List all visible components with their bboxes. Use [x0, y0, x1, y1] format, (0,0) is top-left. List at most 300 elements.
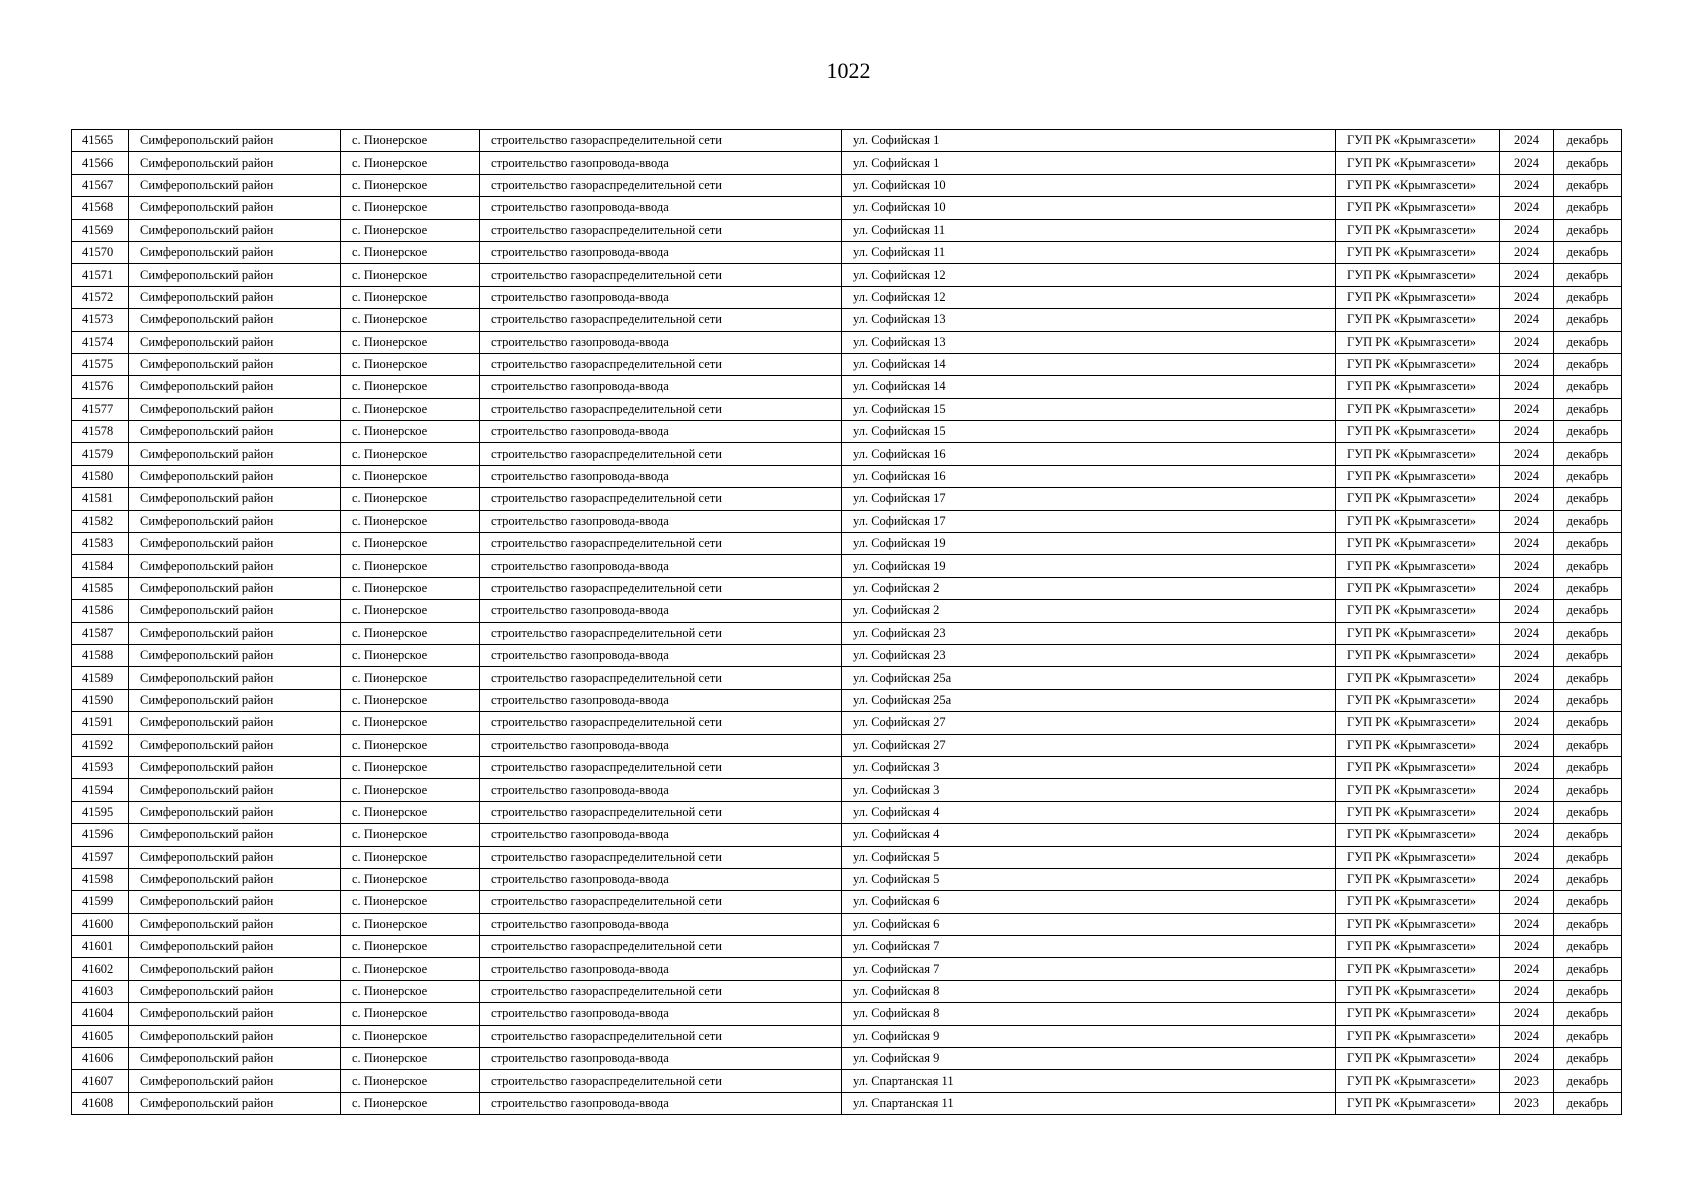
month-cell: декабрь: [1554, 130, 1622, 152]
work-type-cell: строительство газораспределительной сети: [480, 533, 842, 555]
work-type-cell: строительство газопровода-ввода: [480, 465, 842, 487]
organization-cell: ГУП РК «Крымгазсети»: [1336, 1003, 1500, 1025]
work-type-cell: строительство газопровода-ввода: [480, 600, 842, 622]
organization-cell: ГУП РК «Крымгазсети»: [1336, 824, 1500, 846]
organization-cell: ГУП РК «Крымгазсети»: [1336, 555, 1500, 577]
district-cell: Симферопольский район: [129, 958, 341, 980]
row-number-cell: 41588: [72, 644, 129, 666]
district-cell: Симферопольский район: [129, 219, 341, 241]
year-cell: 2024: [1500, 577, 1554, 599]
address-cell: ул. Софийская 2: [842, 600, 1336, 622]
month-cell: декабрь: [1554, 980, 1622, 1002]
address-cell: ул. Софийская 19: [842, 533, 1336, 555]
address-cell: ул. Софийская 12: [842, 264, 1336, 286]
month-cell: декабрь: [1554, 1003, 1622, 1025]
table-row: [72, 533, 1622, 555]
village-cell: с. Пионерское: [341, 264, 480, 286]
year-cell: 2024: [1500, 622, 1554, 644]
table-row: [72, 824, 1622, 846]
village-cell: с. Пионерское: [341, 398, 480, 420]
table-row: [72, 891, 1622, 913]
work-type-cell: строительство газораспределительной сети: [480, 756, 842, 778]
row-number-cell: 41594: [72, 779, 129, 801]
village-cell: с. Пионерское: [341, 174, 480, 196]
address-cell: ул. Софийская 2: [842, 577, 1336, 599]
address-cell: ул. Софийская 15: [842, 421, 1336, 443]
table-row: [72, 264, 1622, 286]
table-row: [72, 958, 1622, 980]
table-row: [72, 353, 1622, 375]
organization-cell: ГУП РК «Крымгазсети»: [1336, 197, 1500, 219]
village-cell: с. Пионерское: [341, 756, 480, 778]
year-cell: 2023: [1500, 1092, 1554, 1114]
address-cell: ул. Софийская 5: [842, 868, 1336, 890]
table-row: [72, 219, 1622, 241]
table-row: [72, 1092, 1622, 1114]
year-cell: 2023: [1500, 1070, 1554, 1092]
month-cell: декабрь: [1554, 779, 1622, 801]
month-cell: декабрь: [1554, 174, 1622, 196]
row-number-cell: 41574: [72, 331, 129, 353]
row-number-cell: 41586: [72, 600, 129, 622]
work-type-cell: строительство газораспределительной сети: [480, 622, 842, 644]
district-cell: Симферопольский район: [129, 577, 341, 599]
year-cell: 2024: [1500, 465, 1554, 487]
address-cell: ул. Софийская 9: [842, 1048, 1336, 1070]
address-cell: ул. Софийская 4: [842, 824, 1336, 846]
row-number-cell: 41578: [72, 421, 129, 443]
district-cell: Симферопольский район: [129, 197, 341, 219]
work-type-cell: строительство газопровода-ввода: [480, 868, 842, 890]
month-cell: декабрь: [1554, 376, 1622, 398]
address-cell: ул. Софийская 1: [842, 152, 1336, 174]
month-cell: декабрь: [1554, 197, 1622, 219]
district-cell: Симферопольский район: [129, 1070, 341, 1092]
village-cell: с. Пионерское: [341, 846, 480, 868]
row-number-cell: 41577: [72, 398, 129, 420]
district-cell: Симферопольский район: [129, 1025, 341, 1047]
month-cell: декабрь: [1554, 152, 1622, 174]
row-number-cell: 41587: [72, 622, 129, 644]
district-cell: Симферопольский район: [129, 174, 341, 196]
village-cell: с. Пионерское: [341, 1070, 480, 1092]
work-type-cell: строительство газопровода-ввода: [480, 779, 842, 801]
table-row: [72, 1070, 1622, 1092]
row-number-cell: 41602: [72, 958, 129, 980]
row-number-cell: 41565: [72, 130, 129, 152]
organization-cell: ГУП РК «Крымгазсети»: [1336, 376, 1500, 398]
village-cell: с. Пионерское: [341, 667, 480, 689]
table-row: [72, 197, 1622, 219]
address-cell: ул. Спартанская 11: [842, 1070, 1336, 1092]
district-cell: Симферопольский район: [129, 331, 341, 353]
month-cell: декабрь: [1554, 824, 1622, 846]
organization-cell: ГУП РК «Крымгазсети»: [1336, 801, 1500, 823]
address-cell: ул. Софийская 14: [842, 353, 1336, 375]
organization-cell: ГУП РК «Крымгазсети»: [1336, 1070, 1500, 1092]
month-cell: декабрь: [1554, 1048, 1622, 1070]
work-type-cell: строительство газораспределительной сети: [480, 577, 842, 599]
village-cell: с. Пионерское: [341, 936, 480, 958]
row-number-cell: 41569: [72, 219, 129, 241]
village-cell: с. Пионерское: [341, 443, 480, 465]
village-cell: с. Пионерское: [341, 734, 480, 756]
year-cell: 2024: [1500, 353, 1554, 375]
year-cell: 2024: [1500, 913, 1554, 935]
table-row: [72, 622, 1622, 644]
row-number-cell: 41582: [72, 510, 129, 532]
month-cell: декабрь: [1554, 1070, 1622, 1092]
district-cell: Симферопольский район: [129, 644, 341, 666]
address-cell: ул. Софийская 23: [842, 622, 1336, 644]
district-cell: Симферопольский район: [129, 488, 341, 510]
table-row: [72, 779, 1622, 801]
organization-cell: ГУП РК «Крымгазсети»: [1336, 309, 1500, 331]
district-cell: Симферопольский район: [129, 1092, 341, 1114]
district-cell: Симферопольский район: [129, 1003, 341, 1025]
year-cell: 2024: [1500, 443, 1554, 465]
row-number-cell: 41595: [72, 801, 129, 823]
work-type-cell: строительство газораспределительной сети: [480, 488, 842, 510]
row-number-cell: 41589: [72, 667, 129, 689]
month-cell: декабрь: [1554, 913, 1622, 935]
organization-cell: ГУП РК «Крымгазсети»: [1336, 958, 1500, 980]
table-row: [72, 1048, 1622, 1070]
work-type-cell: строительство газопровода-ввода: [480, 421, 842, 443]
month-cell: декабрь: [1554, 868, 1622, 890]
address-cell: ул. Софийская 16: [842, 443, 1336, 465]
address-cell: ул. Софийская 9: [842, 1025, 1336, 1047]
year-cell: 2024: [1500, 1003, 1554, 1025]
address-cell: ул. Софийская 11: [842, 241, 1336, 263]
district-cell: Симферопольский район: [129, 936, 341, 958]
table-row: [72, 465, 1622, 487]
month-cell: декабрь: [1554, 331, 1622, 353]
year-cell: 2024: [1500, 667, 1554, 689]
row-number-cell: 41605: [72, 1025, 129, 1047]
row-number-cell: 41576: [72, 376, 129, 398]
address-cell: ул. Софийская 15: [842, 398, 1336, 420]
village-cell: с. Пионерское: [341, 421, 480, 443]
village-cell: с. Пионерское: [341, 980, 480, 1002]
table-row: [72, 734, 1622, 756]
year-cell: 2024: [1500, 689, 1554, 711]
row-number-cell: 41604: [72, 1003, 129, 1025]
year-cell: 2024: [1500, 958, 1554, 980]
row-number-cell: 41570: [72, 241, 129, 263]
village-cell: с. Пионерское: [341, 1048, 480, 1070]
village-cell: с. Пионерское: [341, 644, 480, 666]
year-cell: 2024: [1500, 286, 1554, 308]
row-number-cell: 41600: [72, 913, 129, 935]
month-cell: декабрь: [1554, 756, 1622, 778]
table-row: [72, 421, 1622, 443]
organization-cell: ГУП РК «Крымгазсети»: [1336, 533, 1500, 555]
village-cell: с. Пионерское: [341, 510, 480, 532]
district-cell: Симферопольский район: [129, 1048, 341, 1070]
address-cell: ул. Софийская 3: [842, 756, 1336, 778]
organization-cell: ГУП РК «Крымгазсети»: [1336, 488, 1500, 510]
district-cell: Симферопольский район: [129, 421, 341, 443]
village-cell: с. Пионерское: [341, 376, 480, 398]
village-cell: с. Пионерское: [341, 891, 480, 913]
month-cell: декабрь: [1554, 846, 1622, 868]
work-type-cell: строительство газораспределительной сети: [480, 174, 842, 196]
month-cell: декабрь: [1554, 891, 1622, 913]
year-cell: 2024: [1500, 1025, 1554, 1047]
year-cell: 2024: [1500, 510, 1554, 532]
work-type-cell: строительство газопровода-ввода: [480, 958, 842, 980]
district-cell: Симферопольский район: [129, 801, 341, 823]
table-row: [72, 398, 1622, 420]
organization-cell: ГУП РК «Крымгазсети»: [1336, 1025, 1500, 1047]
month-cell: декабрь: [1554, 577, 1622, 599]
district-cell: Симферопольский район: [129, 376, 341, 398]
district-cell: Симферопольский район: [129, 443, 341, 465]
organization-cell: ГУП РК «Крымгазсети»: [1336, 980, 1500, 1002]
village-cell: с. Пионерское: [341, 465, 480, 487]
row-number-cell: 41585: [72, 577, 129, 599]
address-cell: ул. Софийская 25а: [842, 689, 1336, 711]
village-cell: с. Пионерское: [341, 824, 480, 846]
district-cell: Симферопольский район: [129, 286, 341, 308]
work-type-cell: строительство газопровода-ввода: [480, 824, 842, 846]
year-cell: 2024: [1500, 756, 1554, 778]
month-cell: декабрь: [1554, 622, 1622, 644]
organization-cell: ГУП РК «Крымгазсети»: [1336, 286, 1500, 308]
row-number-cell: 41607: [72, 1070, 129, 1092]
month-cell: декабрь: [1554, 801, 1622, 823]
year-cell: 2024: [1500, 197, 1554, 219]
row-number-cell: 41573: [72, 309, 129, 331]
month-cell: декабрь: [1554, 488, 1622, 510]
village-cell: с. Пионерское: [341, 801, 480, 823]
district-cell: Симферопольский район: [129, 980, 341, 1002]
row-number-cell: 41568: [72, 197, 129, 219]
month-cell: декабрь: [1554, 555, 1622, 577]
month-cell: декабрь: [1554, 309, 1622, 331]
address-cell: ул. Софийская 12: [842, 286, 1336, 308]
year-cell: 2024: [1500, 241, 1554, 263]
table-row: [72, 577, 1622, 599]
village-cell: с. Пионерское: [341, 331, 480, 353]
work-type-cell: строительство газораспределительной сети: [480, 353, 842, 375]
work-type-cell: строительство газораспределительной сети: [480, 443, 842, 465]
district-cell: Симферопольский район: [129, 868, 341, 890]
village-cell: с. Пионерское: [341, 219, 480, 241]
row-number-cell: 41593: [72, 756, 129, 778]
table-body: [72, 130, 1622, 1115]
row-number-cell: 41567: [72, 174, 129, 196]
year-cell: 2024: [1500, 555, 1554, 577]
month-cell: декабрь: [1554, 533, 1622, 555]
district-cell: Симферопольский район: [129, 913, 341, 935]
work-type-cell: строительство газопровода-ввода: [480, 913, 842, 935]
address-cell: ул. Софийская 7: [842, 936, 1336, 958]
address-cell: ул. Софийская 4: [842, 801, 1336, 823]
village-cell: с. Пионерское: [341, 353, 480, 375]
month-cell: декабрь: [1554, 936, 1622, 958]
district-cell: Симферопольский район: [129, 555, 341, 577]
district-cell: Симферопольский район: [129, 689, 341, 711]
village-cell: с. Пионерское: [341, 1025, 480, 1047]
year-cell: 2024: [1500, 779, 1554, 801]
district-cell: Симферопольский район: [129, 824, 341, 846]
organization-cell: ГУП РК «Крымгазсети»: [1336, 868, 1500, 890]
work-type-cell: строительство газопровода-ввода: [480, 152, 842, 174]
organization-cell: ГУП РК «Крымгазсети»: [1336, 510, 1500, 532]
organization-cell: ГУП РК «Крымгазсети»: [1336, 779, 1500, 801]
district-cell: Симферопольский район: [129, 241, 341, 263]
village-cell: с. Пионерское: [341, 577, 480, 599]
year-cell: 2024: [1500, 309, 1554, 331]
district-cell: Симферопольский район: [129, 309, 341, 331]
district-cell: Симферопольский район: [129, 600, 341, 622]
year-cell: 2024: [1500, 331, 1554, 353]
village-cell: с. Пионерское: [341, 1003, 480, 1025]
district-cell: Симферопольский район: [129, 622, 341, 644]
table-row: [72, 174, 1622, 196]
year-cell: 2024: [1500, 398, 1554, 420]
district-cell: Симферопольский район: [129, 398, 341, 420]
row-number-cell: 41599: [72, 891, 129, 913]
work-type-cell: строительство газопровода-ввода: [480, 1092, 842, 1114]
table-row: [72, 846, 1622, 868]
table-row: [72, 689, 1622, 711]
address-cell: ул. Софийская 8: [842, 980, 1336, 1002]
year-cell: 2024: [1500, 734, 1554, 756]
row-number-cell: 41597: [72, 846, 129, 868]
work-type-cell: строительство газораспределительной сети: [480, 219, 842, 241]
work-type-cell: строительство газораспределительной сети: [480, 980, 842, 1002]
month-cell: декабрь: [1554, 644, 1622, 666]
work-type-cell: строительство газопровода-ввода: [480, 1003, 842, 1025]
row-number-cell: 41581: [72, 488, 129, 510]
address-cell: ул. Софийская 14: [842, 376, 1336, 398]
year-cell: 2024: [1500, 936, 1554, 958]
organization-cell: ГУП РК «Крымгазсети»: [1336, 1048, 1500, 1070]
year-cell: 2024: [1500, 219, 1554, 241]
village-cell: с. Пионерское: [341, 286, 480, 308]
district-cell: Симферопольский район: [129, 130, 341, 152]
address-cell: ул. Софийская 13: [842, 331, 1336, 353]
work-type-cell: строительство газопровода-ввода: [480, 1048, 842, 1070]
table-row: [72, 286, 1622, 308]
address-cell: ул. Софийская 8: [842, 1003, 1336, 1025]
address-cell: ул. Софийская 6: [842, 913, 1336, 935]
organization-cell: ГУП РК «Крымгазсети»: [1336, 689, 1500, 711]
village-cell: с. Пионерское: [341, 600, 480, 622]
address-cell: ул. Софийская 10: [842, 174, 1336, 196]
month-cell: декабрь: [1554, 398, 1622, 420]
address-cell: ул. Софийская 19: [842, 555, 1336, 577]
organization-cell: ГУП РК «Крымгазсети»: [1336, 219, 1500, 241]
work-type-cell: строительство газопровода-ввода: [480, 331, 842, 353]
year-cell: 2024: [1500, 533, 1554, 555]
year-cell: 2024: [1500, 130, 1554, 152]
row-number-cell: 41575: [72, 353, 129, 375]
village-cell: с. Пионерское: [341, 868, 480, 890]
work-type-cell: строительство газораспределительной сети: [480, 712, 842, 734]
work-type-cell: строительство газопровода-ввода: [480, 286, 842, 308]
month-cell: декабрь: [1554, 734, 1622, 756]
address-cell: ул. Софийская 17: [842, 488, 1336, 510]
organization-cell: ГУП РК «Крымгазсети»: [1336, 936, 1500, 958]
year-cell: 2024: [1500, 824, 1554, 846]
page-number: 1022: [826, 58, 871, 83]
organization-cell: ГУП РК «Крымгазсети»: [1336, 443, 1500, 465]
district-cell: Симферопольский район: [129, 465, 341, 487]
organization-cell: ГУП РК «Крымгазсети»: [1336, 577, 1500, 599]
table-row: [72, 868, 1622, 890]
village-cell: с. Пионерское: [341, 309, 480, 331]
organization-cell: ГУП РК «Крымгазсети»: [1336, 421, 1500, 443]
row-number-cell: 41603: [72, 980, 129, 1002]
table-row: [72, 488, 1622, 510]
organization-cell: ГУП РК «Крымгазсети»: [1336, 667, 1500, 689]
table-row: [72, 555, 1622, 577]
month-cell: декабрь: [1554, 689, 1622, 711]
month-cell: декабрь: [1554, 510, 1622, 532]
work-type-cell: строительство газораспределительной сети: [480, 130, 842, 152]
organization-cell: ГУП РК «Крымгазсети»: [1336, 398, 1500, 420]
village-cell: с. Пионерское: [341, 130, 480, 152]
month-cell: декабрь: [1554, 421, 1622, 443]
work-type-cell: строительство газораспределительной сети: [480, 1025, 842, 1047]
row-number-cell: 41591: [72, 712, 129, 734]
district-cell: Симферопольский район: [129, 712, 341, 734]
organization-cell: ГУП РК «Крымгазсети»: [1336, 622, 1500, 644]
work-type-cell: строительство газопровода-ввода: [480, 689, 842, 711]
organization-cell: ГУП РК «Крымгазсети»: [1336, 174, 1500, 196]
table-row: [72, 1003, 1622, 1025]
row-number-cell: 41608: [72, 1092, 129, 1114]
address-cell: ул. Софийская 7: [842, 958, 1336, 980]
year-cell: 2024: [1500, 980, 1554, 1002]
month-cell: декабрь: [1554, 1025, 1622, 1047]
district-cell: Симферопольский район: [129, 891, 341, 913]
table-row: [72, 376, 1622, 398]
work-type-cell: строительство газопровода-ввода: [480, 376, 842, 398]
address-cell: ул. Софийская 10: [842, 197, 1336, 219]
address-cell: ул. Софийская 13: [842, 309, 1336, 331]
row-number-cell: 41596: [72, 824, 129, 846]
address-cell: ул. Софийская 27: [842, 734, 1336, 756]
month-cell: декабрь: [1554, 712, 1622, 734]
table-row: [72, 309, 1622, 331]
table-row: [72, 331, 1622, 353]
organization-cell: ГУП РК «Крымгазсети»: [1336, 331, 1500, 353]
village-cell: с. Пионерское: [341, 533, 480, 555]
month-cell: декабрь: [1554, 667, 1622, 689]
row-number-cell: 41579: [72, 443, 129, 465]
district-cell: Симферопольский район: [129, 152, 341, 174]
year-cell: 2024: [1500, 264, 1554, 286]
row-number-cell: 41583: [72, 533, 129, 555]
organization-cell: ГУП РК «Крымгазсети»: [1336, 152, 1500, 174]
month-cell: декабрь: [1554, 219, 1622, 241]
organization-cell: ГУП РК «Крымгазсети»: [1336, 734, 1500, 756]
table-row: [72, 756, 1622, 778]
village-cell: с. Пионерское: [341, 958, 480, 980]
table-row: [72, 510, 1622, 532]
work-type-cell: строительство газораспределительной сети: [480, 801, 842, 823]
year-cell: 2024: [1500, 152, 1554, 174]
month-cell: декабрь: [1554, 241, 1622, 263]
row-number-cell: 41566: [72, 152, 129, 174]
work-type-cell: строительство газораспределительной сети: [480, 846, 842, 868]
table-row: [72, 644, 1622, 666]
